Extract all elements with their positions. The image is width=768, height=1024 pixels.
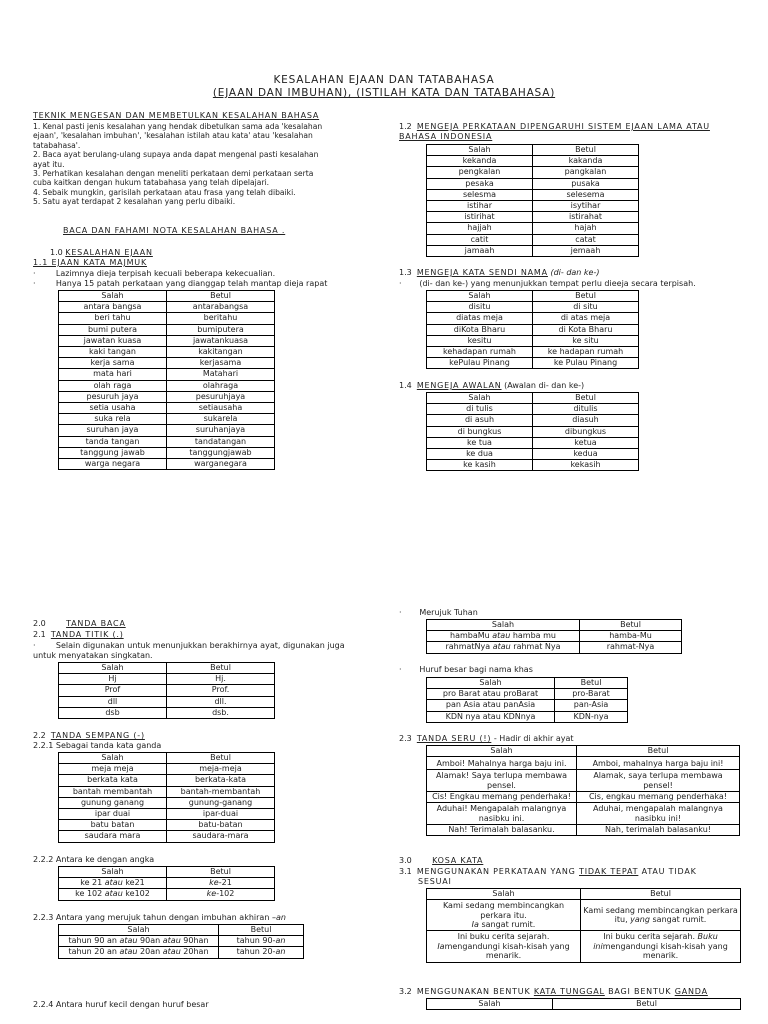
table-row [427,335,639,346]
table-row [59,403,275,414]
table-row: ke 21 atau ke21 ke-21 [59,878,275,889]
cell-betul: istirahat [533,212,639,223]
cell-salah: di bungkus [427,426,533,437]
table-row: Ini buku cerita sejarah. Iamengandungi kisah-kisah yang menarik. Ini buku cerita sejarah. Buku inimengandungi kisah-kisah yang menarik. [427,931,741,962]
table-row [59,358,275,369]
cell-salah: antara bangsa [59,302,167,313]
table-row [427,792,740,803]
section-3-2-heading: 3.2 MENGGUNAKAN BENTUK KATA TUNGGAL BAGI BENTUK GANDA [399,987,708,996]
section-2-2-1-heading: 2.2.1 Sebagai tanda kata ganda [33,741,162,750]
table-row [59,380,275,391]
cell-salah: batu batan [59,820,167,831]
cell-betul: pangkalan [533,167,639,178]
cell-betul: jawatankuasa [167,335,275,346]
table-kata-ganda [58,752,275,843]
teknik-line: 2. Baca ayat berulang-ulang supaya anda dapat mengenal pasti kesalahan [33,150,319,160]
cell-salah: di tulis [427,404,533,415]
cell-betul: dibungkus [533,426,639,437]
cell-salah: berkata kata [59,775,167,786]
col-header-betul: Betul [533,393,639,404]
section-2-1-text-cont: untuk menyatakan singkatan. [33,651,153,660]
col-header-betul: Betul [580,620,682,631]
table-row [59,302,275,313]
table-row [427,689,628,700]
table-ke-angka [58,866,275,901]
table-row [427,324,639,335]
cell-salah: istihar [427,201,533,212]
cell-betul: Cis, engkau memang penderhaka! [577,792,740,803]
table-row [427,313,639,324]
teknik-line: 1. Kenal pasti jenis kesalahan yang hendak dibetulkan sama ada 'kesalahan [33,122,323,131]
cell-betul: hajah [533,223,639,234]
section-1-0-heading: 1.0 KESALAHAN EJAAN [50,248,153,257]
cell-betul: Matahari [167,369,275,380]
section-2-0-heading: 2.0 TANDA BACA [33,619,126,628]
cell-betul: catat [533,234,639,245]
cell-salah: suka rela [59,414,167,425]
cell-salah: selesma [427,189,533,200]
col-header-salah: Salah [427,889,581,900]
cell-betul: dsb. [167,707,275,718]
table-awalan [426,392,639,471]
cell-betul: Nah, terimalah balasanku! [577,825,740,836]
teknik-line: tatabahasa'. [33,140,81,150]
teknik-line: ejaan', 'kesalahan imbuhan', 'kesalahan istilah atau kata' atau 'kesalahan [33,131,313,141]
table-tanda-titik [58,662,275,719]
table-kata-majmuk [58,290,275,470]
cell-betul: ke situ [533,335,639,346]
table-row [427,711,628,722]
section-1-1-heading: 1.1 EJAAN KATA MAJMUK [33,258,148,267]
table-row [59,414,275,425]
cell-betul: saudara-mara [167,831,275,842]
table-row [427,415,639,426]
teknik-line: ayat itu. [33,159,65,169]
section-1-4-heading: 1.4 MENGEJA AWALAN (Awalan di- dan ke-) [399,381,585,390]
cell-betul: suruhanjaya [167,425,275,436]
table-kata-sendi [426,290,639,369]
cell-betul: kakitangan [167,347,275,358]
table-row [59,335,275,346]
table-row [59,447,275,458]
section-2-3-heading: 2.3 TANDA SERU (!) - Hadir di akhir ayat [399,734,574,743]
table-row [59,459,275,470]
col-header-betul: Betul [167,753,275,764]
cell-betul: kerjasama [167,358,275,369]
col-header-salah: Salah [427,678,555,689]
section-2-1-text: · Selain digunakan untuk menunjukkan berakhirnya ayat, digunakan juga [33,641,345,650]
section-2-2-3-heading: 2.2.3 Antara yang merujuk tahun dengan imbuhan akhiran –an [33,913,286,922]
cell-betul: ditulis [533,404,639,415]
cell-betul: diasuh [533,415,639,426]
table-row [59,391,275,402]
section-2-2-2-heading: 2.2.2 Antara ke dengan angka [33,855,155,864]
section-3-1-heading-cont: SESUAI [418,877,452,886]
table-row [59,436,275,447]
cell-salah: pan Asia atau panAsia [427,700,555,711]
teknik-heading: TEKNIK MENGESAN DAN MEMBETULKAN KESALAHAN BAHASA [33,111,320,120]
teknik-list [33,122,373,207]
cell-betul: antarabangsa [167,302,275,313]
col-header-salah: Salah [427,291,533,302]
cell-salah: kePulau Pinang [427,358,533,369]
table-row [427,358,639,369]
table-kosa-kata [426,888,741,963]
cell-salah: suruhan jaya [59,425,167,436]
cell-betul: olahraga [167,380,275,391]
cell-betul: bantah-membantah [167,786,275,797]
table-row [427,770,740,792]
table-row [59,696,275,707]
col-header-salah: Salah [59,663,167,674]
table-nama-khas [426,677,628,723]
cell-betul: ke hadapan rumah [533,347,639,358]
cell-salah: tanggung jawab [59,447,167,458]
table-row [59,369,275,380]
table-row [427,404,639,415]
col-header-salah: Salah [427,746,577,757]
cell-salah: dsb [59,707,167,718]
cell-betul: kakanda [533,156,639,167]
cell-betul: pesuruhjaya [167,391,275,402]
cell-betul: isytihar [533,201,639,212]
col-header-salah: Salah [427,393,533,404]
bullet-item: · Huruf besar bagi nama khas [399,665,533,674]
teknik-line: 5. Satu ayat terdapat 2 kesalahan yang perlu dibaiki. [33,197,236,207]
cell-betul: kedua [533,449,639,460]
cell-salah: ke kasih [427,460,533,471]
cell-salah: istirihat [427,212,533,223]
table-row [427,347,639,358]
table-row: Kami sedang membincangkan perkara itu. Ia sangat rumit. Kami sedang membincangkan perkara itu, yang sangat rumit. [427,900,741,931]
cell-betul: ke Pulau Pinang [533,358,639,369]
table-row [427,803,740,825]
col-header-salah: Salah [427,999,553,1010]
cell-betul: Prof. [167,685,275,696]
table-row [427,437,639,448]
table-row: hambaMu atau hamba mu hamba-Mu [427,631,682,642]
cell-betul: selesema [533,189,639,200]
col-header-betul: Betul [167,291,275,302]
cell-salah: Alamak! Saya terlupa membawa pensel. [427,770,577,792]
col-header-betul: Betul [533,145,639,156]
col-header-betul: Betul [167,867,275,878]
table-row [59,786,275,797]
bullet-item: · Lazimnya dieja terpisah kecuali beberapa kekecualian. [33,269,276,278]
col-header-salah: Salah [59,291,167,302]
table-row [427,449,639,460]
section-1-3-heading: 1.3 MENGEJA KATA SENDI NAMA (di- dan ke-) [399,268,600,277]
section-2-1-heading: 2.1 TANDA TITIK (.) [33,630,124,639]
cell-salah: Amboi! Mahalnya harga baju ini. [427,757,577,770]
cell-betul: pan-Asia [555,700,628,711]
cell-betul: kekasih [533,460,639,471]
cell-salah: pesuruh jaya [59,391,167,402]
table-kata-tunggal [426,998,741,1010]
teknik-line: 4. Sebaik mungkin, garisilah perkataan atau frasa yang telah dibaiki. [33,187,296,197]
table-row [59,797,275,808]
bullet-item: · Merujuk Tuhan [399,608,478,617]
table-row [427,223,639,234]
bullet-item: · Hanya 15 patah perkataan yang dianggap telah mantap dieja rapat [33,279,328,288]
table-row [59,809,275,820]
cell-betul: batu-batan [167,820,275,831]
col-header-betul: Betul [167,663,275,674]
table-row [427,167,639,178]
table-row: tahun 90 an atau 90an atau 90han tahun 90-an [59,936,304,947]
table-row: tahun 20 an atau 20an atau 20han tahun 20-an [59,947,304,958]
col-header-salah: Salah [427,620,580,631]
table-row [59,831,275,842]
cell-betul: beritahu [167,313,275,324]
col-header-betul: Betul [219,925,304,936]
cell-salah: Hj [59,674,167,685]
col-header-betul: Betul [577,746,740,757]
cell-salah: ke dua [427,449,533,460]
col-header-salah: Salah [59,867,167,878]
col-header-betul: Betul [581,889,741,900]
cell-salah: catit [427,234,533,245]
table-row [427,156,639,167]
cell-salah: Aduhai! Mengapalah malangnya nasibku ini. [427,803,577,825]
cell-betul: di atas meja [533,313,639,324]
bullet-item: · (di- dan ke-) yang menunjukkan tempat perlu dieeja secara terpisah. [399,279,696,288]
table-row [427,189,639,200]
cell-salah: diatas meja [427,313,533,324]
table-row [59,764,275,775]
cell-salah: jawatan kuasa [59,335,167,346]
cell-salah: pro Barat atau proBarat [427,689,555,700]
cell-betul: sukarela [167,414,275,425]
cell-salah: kaki tangan [59,347,167,358]
table-row [59,674,275,685]
table-row [427,757,740,770]
section-3-0-heading: 3.0 KOSA KATA [399,856,484,865]
cell-betul: jemaah [533,245,639,256]
cell-salah: Cis! Engkau memang penderhaka! [427,792,577,803]
table-row [427,825,740,836]
section-2-2-4-heading: 2.2.4 Antara huruf kecil dengan huruf besar [33,1000,209,1009]
cell-salah: saudara mara [59,831,167,842]
table-row [427,201,639,212]
cell-betul: gunung-ganang [167,797,275,808]
table-row [427,700,628,711]
cell-salah: setia usaha [59,403,167,414]
col-header-salah: Salah [427,145,533,156]
cell-salah: dll [59,696,167,707]
table-row [427,234,639,245]
cell-salah: meja meja [59,764,167,775]
table-row [59,425,275,436]
table-row [59,820,275,831]
cell-betul: Alamak, saya terlupa membawa pensel! [577,770,740,792]
teknik-line: 3. Perhatikan kesalahan dengan meneliti perkataan demi perkataan serta [33,169,314,179]
table-row [427,426,639,437]
table-row [59,775,275,786]
section-3-1-heading: 3.1 MENGGUNAKAN PERKATAAN YANG TIDAK TEPAT ATAU TIDAK [399,867,697,876]
table-row [427,460,639,471]
cell-salah: di asuh [427,415,533,426]
cell-salah: diKota Bharu [427,324,533,335]
cell-salah: Nah! Terimalah balasanku. [427,825,577,836]
cell-betul: di Kota Bharu [533,324,639,335]
cell-salah: kekanda [427,156,533,167]
section-1-2-heading: 1.2 MENGEJA PERKATAAN DIPENGARUHI SISTEM EJAAN LAMA ATAU [399,122,710,131]
cell-betul: pro-Barat [555,689,628,700]
cell-salah: pesaka [427,178,533,189]
cell-salah: gunung ganang [59,797,167,808]
cell-salah: ipar duai [59,809,167,820]
table-row [427,212,639,223]
col-header-betul: Betul [553,999,741,1010]
instruction: BACA DAN FAHAMI NOTA KESALAHAN BAHASA . [63,226,286,235]
cell-betul: ipar-duai [167,809,275,820]
table-row: ke 102 atau ke102 ke-102 [59,889,275,900]
cell-salah: pengkalan [427,167,533,178]
teknik-line: cuba kaitkan dengan hukum tatabahasa yang telah dipelajari. [33,178,270,188]
cell-salah: bumi putera [59,324,167,335]
cell-salah: bantah membantah [59,786,167,797]
cell-salah: beri tahu [59,313,167,324]
cell-betul: tanggungjawab [167,447,275,458]
cell-betul: warganegara [167,459,275,470]
document-subtitle: (EJAAN DAN IMBUHAN), (ISTILAH KATA DAN TATABAHASA) [212,87,556,99]
cell-salah: hajjah [427,223,533,234]
table-row [59,313,275,324]
cell-salah: warga negara [59,459,167,470]
cell-betul: Amboi, mahalnya harga baju ini! [577,757,740,770]
table-merujuk-tuhan [426,619,682,654]
table-row [427,245,639,256]
table-row [59,707,275,718]
cell-betul: Aduhai, mengapalah malangnya nasibku ini! [577,803,740,825]
cell-salah: jamaah [427,245,533,256]
section-2-2-heading: 2.2 TANDA SEMPANG (-) [33,731,145,740]
section-1-2-heading-cont: BAHASA INDONESIA [399,132,493,141]
cell-betul: bumiputera [167,324,275,335]
document-title: KESALAHAN EJAAN DAN TATABAHASA [273,74,495,86]
col-header-salah: Salah [59,753,167,764]
cell-salah: mata hari [59,369,167,380]
col-header-betul: Betul [555,678,628,689]
table-row [59,685,275,696]
cell-betul: tandatangan [167,436,275,447]
table-tahun [58,924,304,959]
col-header-betul: Betul [533,291,639,302]
cell-salah: Prof [59,685,167,696]
cell-betul: ketua [533,437,639,448]
cell-betul: Hj. [167,674,275,685]
cell-betul: berkata-kata [167,775,275,786]
table-row [59,324,275,335]
cell-salah: ke tua [427,437,533,448]
col-header-salah: Salah [59,925,219,936]
cell-betul: setiausaha [167,403,275,414]
table-row: rahmatNya atau rahmat Nya rahmat-Nya [427,642,682,653]
cell-betul: dll. [167,696,275,707]
table-tanda-seru [426,745,740,836]
cell-salah: olah raga [59,380,167,391]
cell-salah: kesitu [427,335,533,346]
table-ejaan-lama [426,144,639,257]
cell-salah: KDN nya atau KDNnya [427,711,555,722]
cell-betul: di situ [533,302,639,313]
table-row [427,178,639,189]
cell-betul: pusaka [533,178,639,189]
table-row [59,347,275,358]
cell-salah: kerja sama [59,358,167,369]
cell-betul: meja-meja [167,764,275,775]
cell-salah: tanda tangan [59,436,167,447]
cell-betul: KDN-nya [555,711,628,722]
table-row [427,302,639,313]
cell-salah: disitu [427,302,533,313]
cell-salah: kehadapan rumah [427,347,533,358]
